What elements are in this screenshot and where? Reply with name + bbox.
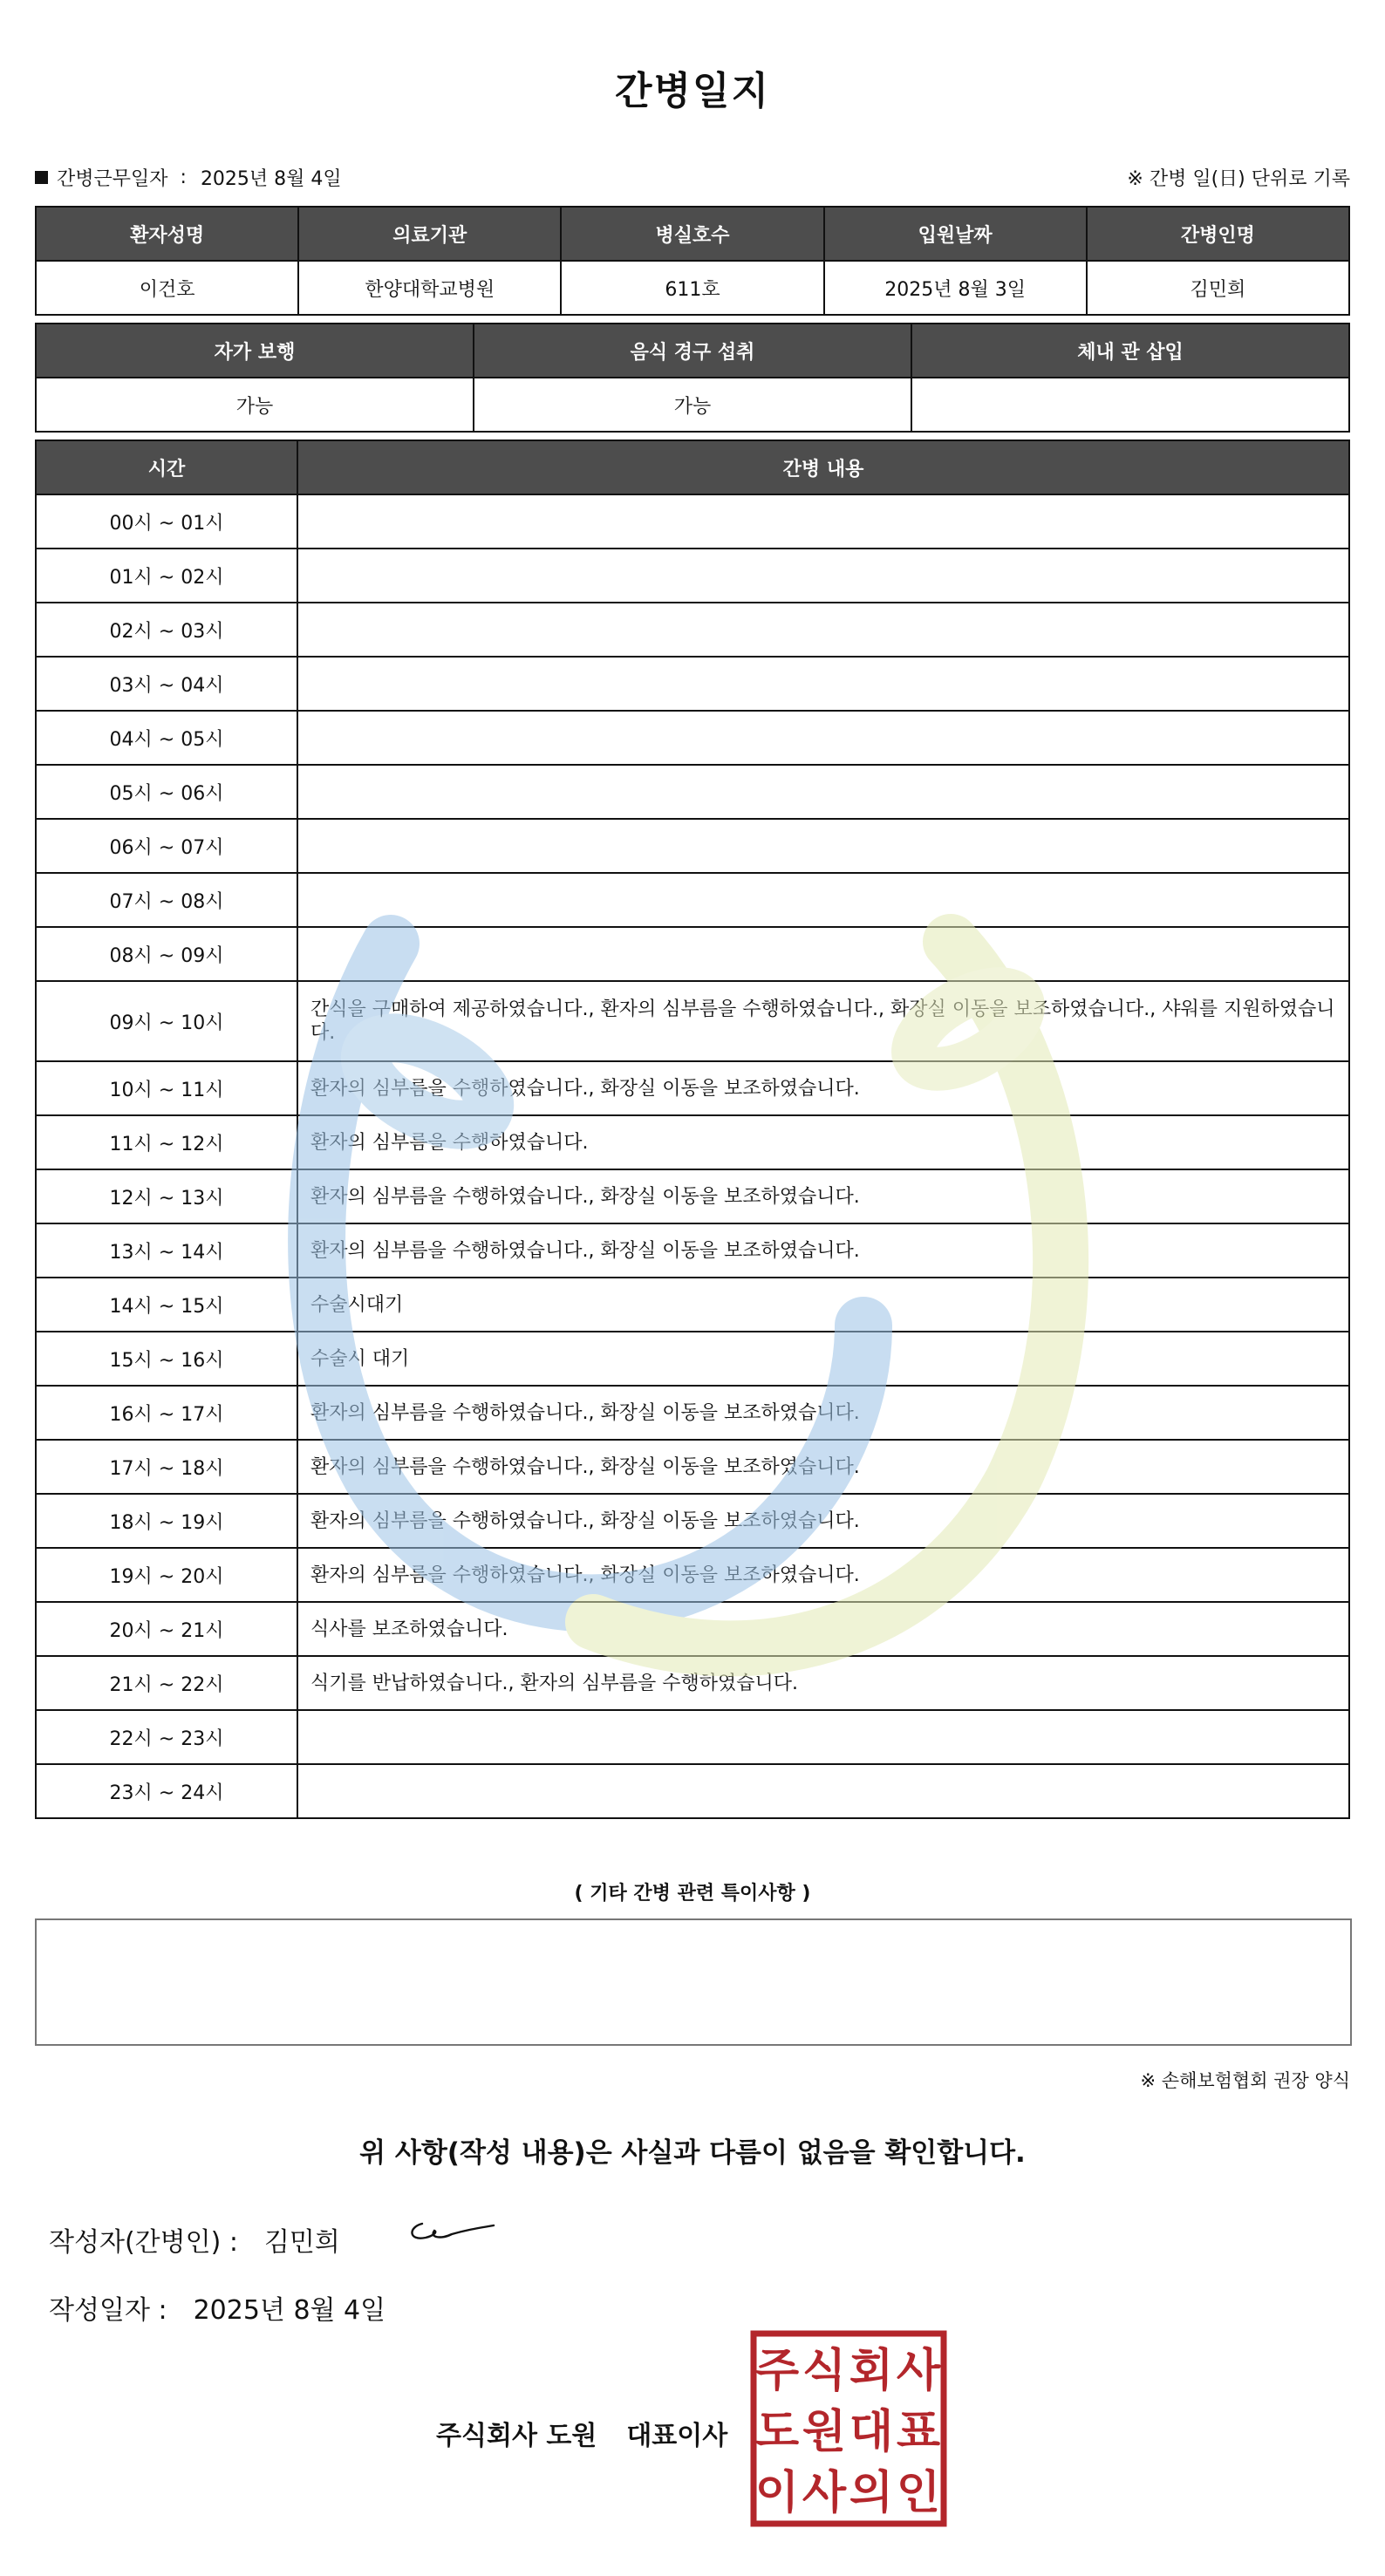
hourly-care-row — [36, 1332, 1349, 1386]
admission-date-value: 2025년 8월 3일 — [824, 261, 1087, 315]
hourly-care-row — [36, 1061, 1349, 1115]
hourly-care-row — [36, 1115, 1349, 1169]
time-slot-cell: 11시 ~ 12시 — [36, 1115, 297, 1169]
seal-character: 이 — [754, 2466, 800, 2519]
company-name: 주식회사 도원 — [436, 2421, 597, 2451]
self-walking-value: 가능 — [36, 378, 474, 432]
time-slot-cell: 09시 ~ 10시 — [36, 981, 297, 1061]
time-slot-cell: 08시 ~ 09시 — [36, 927, 297, 981]
time-slot-cell: 10시 ~ 11시 — [36, 1061, 297, 1115]
time-slot-cell: 02시 ~ 03시 — [36, 603, 297, 657]
hourly-care-row — [36, 1764, 1349, 1818]
care-content-cell — [297, 711, 1349, 765]
handwritten-signature — [403, 2211, 499, 2255]
patient-name-value: 이건호 — [36, 261, 298, 315]
hourly-care-row — [36, 1169, 1349, 1223]
hourly-care-row — [36, 711, 1349, 765]
care-content-cell — [297, 549, 1349, 603]
author-row — [49, 2220, 340, 2259]
seal-character: 의 — [849, 2466, 894, 2519]
hourly-care-row — [36, 819, 1349, 873]
care-content-cell — [297, 494, 1349, 549]
company-signature-line — [436, 2414, 727, 2452]
hourly-care-row — [36, 603, 1349, 657]
time-slot-cell: 20시 ~ 21시 — [36, 1602, 297, 1656]
header-self-walking: 자가 보행 — [36, 324, 474, 378]
time-slot-cell: 13시 ~ 14시 — [36, 1223, 297, 1278]
hourly-care-row — [36, 1656, 1349, 1710]
care-content-cell: 환자의 심부름을 수행하였습니다., 화장실 이동을 보조하였습니다. — [297, 1386, 1349, 1440]
care-content-cell: 간식을 구매하여 제공하였습니다., 환자의 심부름을 수행하였습니다., 화장실 이동을 보조하였습니다., 샤워를 지원하였습니다. — [297, 981, 1349, 1061]
care-content-cell — [297, 873, 1349, 927]
special-notes-title: ( 기타 간병 관련 특이사항 ) — [574, 1883, 811, 1905]
care-content-cell — [297, 657, 1349, 711]
care-content-cell: 환자의 심부름을 수행하였습니다., 화장실 이동을 보조하였습니다. — [297, 1494, 1349, 1548]
company-role: 대표이사 — [626, 2421, 728, 2451]
hourly-care-row — [36, 1278, 1349, 1332]
time-slot-cell: 12시 ~ 13시 — [36, 1169, 297, 1223]
care-content-cell: 수술시 대기 — [297, 1332, 1349, 1386]
confirmation-statement: 위 사항(작성 내용)은 사실과 다름이 없음을 확인합니다. — [359, 2137, 1026, 2169]
hourly-care-header-row — [36, 440, 1349, 494]
room-number-value: 611호 — [561, 261, 823, 315]
care-content-cell — [297, 927, 1349, 981]
seal-character: 사 — [896, 2344, 941, 2397]
hourly-care-row — [36, 927, 1349, 981]
care-content-cell: 환자의 심부름을 수행하였습니다., 화장실 이동을 보조하였습니다. — [297, 1223, 1349, 1278]
care-content-cell: 환자의 심부름을 수행하였습니다. — [297, 1115, 1349, 1169]
author-name: 김민희 — [263, 2227, 340, 2258]
square-bullet-icon — [35, 171, 48, 184]
time-slot-cell: 01시 ~ 02시 — [36, 549, 297, 603]
work-date-label: 간병근무일자 — [57, 168, 168, 190]
care-content-cell — [297, 603, 1349, 657]
oral-intake-value: 가능 — [474, 378, 911, 432]
time-slot-cell: 00시 ~ 01시 — [36, 494, 297, 549]
time-slot-cell: 21시 ~ 22시 — [36, 1656, 297, 1710]
care-content-cell: 식사를 보조하였습니다. — [297, 1602, 1349, 1656]
patient-status-header-row — [36, 324, 1349, 378]
time-slot-cell: 07시 ~ 08시 — [36, 873, 297, 927]
hourly-care-row — [36, 1440, 1349, 1494]
header-admission-date: 입원날짜 — [824, 207, 1087, 261]
seal-character: 도 — [754, 2405, 800, 2458]
page-title: 간병일지 — [614, 69, 770, 113]
header-care-content: 간병 내용 — [297, 440, 1349, 494]
seal-character: 대 — [849, 2405, 894, 2458]
hourly-care-row — [36, 1602, 1349, 1656]
hourly-care-row — [36, 1386, 1349, 1440]
seal-character: 표 — [896, 2405, 941, 2458]
caregiver-name-value: 김민희 — [1087, 261, 1349, 315]
written-date-label: 작성일자 : — [49, 2295, 167, 2326]
care-content-cell — [297, 765, 1349, 819]
written-date-row — [49, 2288, 385, 2327]
hourly-care-row — [36, 873, 1349, 927]
hourly-care-row — [36, 1223, 1349, 1278]
time-slot-cell: 04시 ~ 05시 — [36, 711, 297, 765]
header-hospital: 의료기관 — [298, 207, 561, 261]
time-slot-cell: 03시 ~ 04시 — [36, 657, 297, 711]
daily-record-note: ※ 간병 일(日) 단위로 기록 — [1127, 168, 1350, 190]
time-slot-cell: 15시 ~ 16시 — [36, 1332, 297, 1386]
hourly-care-row — [36, 494, 1349, 549]
care-content-cell: 환자의 심부름을 수행하였습니다., 화장실 이동을 보조하였습니다. — [297, 1169, 1349, 1223]
hourly-care-row — [36, 765, 1349, 819]
hourly-care-rows — [36, 494, 1349, 1818]
header-caregiver-name: 간병인명 — [1087, 207, 1349, 261]
patient-info-header-row — [36, 207, 1349, 261]
care-content-cell — [297, 1764, 1349, 1818]
hourly-care-row — [36, 549, 1349, 603]
time-slot-cell: 17시 ~ 18시 — [36, 1440, 297, 1494]
care-content-cell: 환자의 심부름을 수행하였습니다., 화장실 이동을 보조하였습니다. — [297, 1440, 1349, 1494]
seal-character: 주 — [754, 2344, 800, 2397]
written-date-value: 2025년 8월 4일 — [193, 2295, 386, 2326]
header-tube-insertion: 체내 관 삽입 — [911, 324, 1349, 378]
care-content-cell — [297, 819, 1349, 873]
care-content-cell: 식기를 반납하였습니다., 환자의 심부름을 수행하였습니다. — [297, 1656, 1349, 1710]
time-slot-cell: 22시 ~ 23시 — [36, 1710, 297, 1764]
time-slot-cell: 06시 ~ 07시 — [36, 819, 297, 873]
hourly-care-row — [36, 657, 1349, 711]
tube-insertion-value — [911, 378, 1349, 432]
special-notes-box — [35, 1918, 1352, 2046]
time-slot-cell: 18시 ~ 19시 — [36, 1494, 297, 1548]
insurance-association-note: ※ 손해보험협회 권장 양식 — [1140, 2070, 1350, 2091]
header-patient-name: 환자성명 — [36, 207, 298, 261]
patient-info-table — [35, 206, 1350, 316]
hourly-care-row — [36, 1548, 1349, 1602]
seal-character: 식 — [802, 2344, 847, 2397]
patient-status-table — [35, 323, 1350, 433]
seal-character: 인 — [896, 2466, 941, 2519]
care-content-cell: 수술시대기 — [297, 1278, 1349, 1332]
seal-characters — [755, 2344, 941, 2519]
author-label: 작성자(간병인) : — [49, 2227, 238, 2258]
care-content-cell — [297, 1710, 1349, 1764]
work-date-value: 2025년 8월 4일 — [200, 168, 342, 190]
company-seal-stamp — [750, 2330, 947, 2527]
seal-character: 원 — [802, 2405, 847, 2458]
hospital-value: 한양대학교병원 — [298, 261, 561, 315]
time-slot-cell: 05시 ~ 06시 — [36, 765, 297, 819]
hourly-care-table — [35, 440, 1350, 1819]
hourly-care-row — [36, 1494, 1349, 1548]
time-slot-cell: 14시 ~ 15시 — [36, 1278, 297, 1332]
work-date-row — [35, 164, 1350, 192]
header-room-number: 병실호수 — [561, 207, 823, 261]
patient-info-value-row — [36, 261, 1349, 315]
time-slot-cell: 19시 ~ 20시 — [36, 1548, 297, 1602]
hourly-care-row — [36, 1710, 1349, 1764]
patient-status-value-row — [36, 378, 1349, 432]
care-content-cell: 환자의 심부름을 수행하였습니다., 화장실 이동을 보조하였습니다. — [297, 1548, 1349, 1602]
seal-character: 사 — [802, 2466, 847, 2519]
seal-character: 회 — [849, 2344, 894, 2397]
work-date-colon: : — [180, 167, 187, 188]
header-time: 시간 — [36, 440, 297, 494]
time-slot-cell: 23시 ~ 24시 — [36, 1764, 297, 1818]
hourly-care-row — [36, 981, 1349, 1061]
care-content-cell: 환자의 심부름을 수행하였습니다., 화장실 이동을 보조하였습니다. — [297, 1061, 1349, 1115]
header-oral-intake: 음식 경구 섭취 — [474, 324, 911, 378]
time-slot-cell: 16시 ~ 17시 — [36, 1386, 297, 1440]
